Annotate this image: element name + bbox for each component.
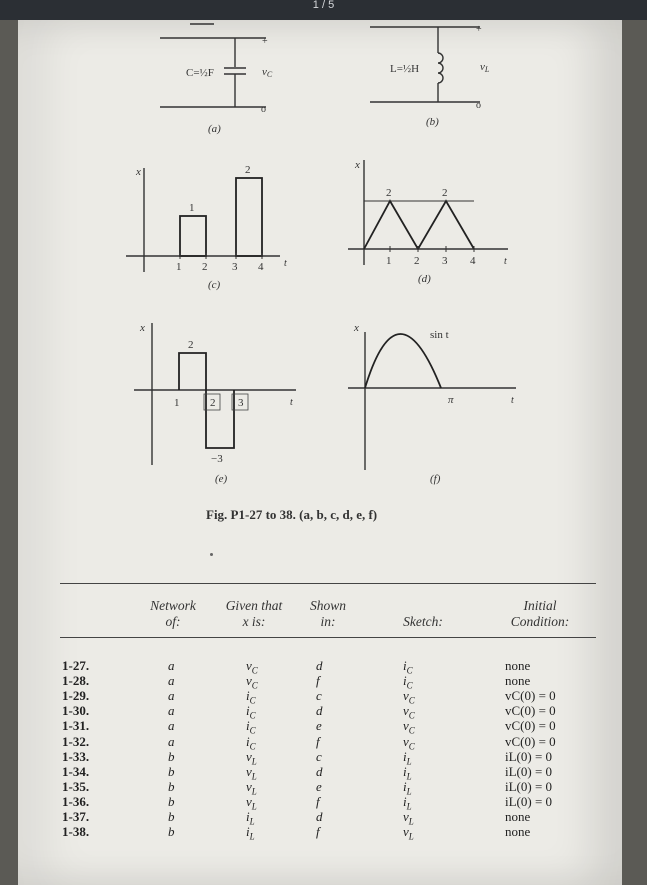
problem-number: 1-29. xyxy=(62,688,90,704)
network-cell: b xyxy=(168,748,175,764)
plot-c-tick-1: 1 xyxy=(176,261,182,273)
plot-c-t-axis: t xyxy=(284,258,287,269)
sketch-cell: $v_C$ xyxy=(403,703,415,721)
plot-f-y-axis: x xyxy=(354,322,359,334)
shown-cell: d xyxy=(316,809,323,824)
problem-number: 1-33. xyxy=(62,748,90,764)
plus-terminal: + xyxy=(262,36,268,47)
problem-number: 1-27. xyxy=(62,658,90,673)
page-indicator: 1 / 5 xyxy=(312,0,335,11)
header-shown: Shown in: xyxy=(309,598,346,629)
shown-cell: e xyxy=(316,718,322,734)
given-cell: $i_L$ xyxy=(246,809,255,827)
network-cell: b xyxy=(168,824,175,840)
shown-cell: c xyxy=(316,748,322,764)
header-sketch: Sketch: xyxy=(403,614,443,629)
sketch-cell: $v_C$ xyxy=(403,733,415,752)
given-cell: $i_C$ xyxy=(246,703,256,721)
plot-f-pi-tick: π xyxy=(448,394,454,406)
shown-cell: f xyxy=(316,673,320,689)
initial-condition-cell: none xyxy=(505,809,531,824)
header-given: Given that x is: xyxy=(225,598,283,629)
plot-c-peak-2: 2 xyxy=(245,164,251,176)
circuit-b-label: (b) xyxy=(426,116,439,128)
circuit-a-label: (a) xyxy=(208,123,221,135)
plot-c-tick-3: 3 xyxy=(232,261,238,273)
shown-cell: f xyxy=(316,733,320,749)
given-cell: $v_L$ xyxy=(246,763,257,782)
figure-caption: Fig. P1-27 to 38. (a, b, c, d, e, f) xyxy=(206,507,378,522)
network-cell: b xyxy=(168,793,175,809)
problem-number: 1-32. xyxy=(62,733,90,749)
plot-c-pulse-2 xyxy=(236,178,262,256)
circuit-b xyxy=(370,27,480,102)
plot-f-sine xyxy=(365,334,441,388)
textbook-page xyxy=(18,20,622,885)
network-cell: b xyxy=(168,763,175,779)
plot-d-t-axis: t xyxy=(504,256,507,267)
plot-e-t-axis: t xyxy=(290,397,293,408)
problem-number: 1-38. xyxy=(62,824,90,840)
given-cell: $i_C$ xyxy=(246,718,256,736)
capacitor-label: C=½F xyxy=(186,67,214,79)
initial-condition-cell: iL(0) = 0 xyxy=(505,763,553,779)
sketch-cell: $v_C$ xyxy=(403,718,415,736)
network-cell: a xyxy=(168,658,175,673)
header-initial: Initial Condition: xyxy=(510,598,570,629)
inductor-label: L=½H xyxy=(390,63,420,75)
sketch-cell: $i_L$ xyxy=(403,763,412,782)
minus-terminal: o xyxy=(261,104,266,115)
given-cell: $i_L$ xyxy=(246,824,255,842)
shown-cell: f xyxy=(316,793,320,809)
initial-condition-cell: iL(0) = 0 xyxy=(505,778,553,794)
circuit-a xyxy=(160,24,266,107)
plot-e-bottom-value: −3 xyxy=(211,453,223,465)
initial-condition-cell: vC(0) = 0 xyxy=(505,718,556,734)
plot-d-tick-3: 3 xyxy=(442,255,448,267)
given-cell: $v_L$ xyxy=(246,793,257,812)
shown-cell: f xyxy=(316,824,320,840)
network-cell: a xyxy=(168,688,175,704)
plus-terminal-b: + xyxy=(476,24,482,35)
plot-d-tick-2: 2 xyxy=(414,255,420,267)
problem-number: 1-28. xyxy=(62,673,90,689)
initial-condition-cell: vC(0) = 0 xyxy=(505,703,556,719)
given-cell: $i_C$ xyxy=(246,688,256,706)
viewer-toolbar xyxy=(0,0,647,20)
plot-e-top-value: 2 xyxy=(188,339,194,351)
plot-d-tick-4: 4 xyxy=(470,255,476,267)
sketch-cell: $v_C$ xyxy=(403,688,415,706)
plot-f-axes xyxy=(348,332,516,470)
network-cell: a xyxy=(168,673,175,689)
table-header-rule xyxy=(60,637,596,638)
initial-condition-cell: vC(0) = 0 xyxy=(505,733,556,749)
initial-condition-cell: iL(0) = 0 xyxy=(505,793,553,809)
network-cell: a xyxy=(168,703,175,719)
plot-e-tick-3: 3 xyxy=(238,397,244,409)
sketch-cell: $i_C$ xyxy=(403,673,413,691)
initial-condition-cell: none xyxy=(505,824,531,840)
initial-condition-cell: iL(0) = 0 xyxy=(505,748,553,764)
problem-number: 1-30. xyxy=(62,703,90,719)
plot-c-tick-4: 4 xyxy=(258,261,264,273)
sketch-cell: $i_L$ xyxy=(403,748,412,767)
sketch-cell: $v_L$ xyxy=(403,824,414,842)
sketch-cell: $i_C$ xyxy=(403,658,413,676)
vl-label: vL xyxy=(480,61,490,74)
plot-f-label: (f) xyxy=(430,473,441,485)
problem-number: 1-34. xyxy=(62,763,90,779)
plot-c-tick-2: 2 xyxy=(202,261,208,273)
plot-d-label: (d) xyxy=(418,273,431,285)
shown-cell: d xyxy=(316,658,323,673)
initial-condition-cell: none xyxy=(505,673,531,689)
plot-f-curve-label: sin t xyxy=(430,329,449,341)
given-cell: $v_L$ xyxy=(246,748,257,767)
plot-c-peak-1: 1 xyxy=(189,202,195,214)
plot-c-y-axis: x xyxy=(136,166,141,178)
problem-number: 1-37. xyxy=(62,809,90,824)
network-cell: a xyxy=(168,733,175,749)
sketch-cell: $i_L$ xyxy=(403,793,412,812)
given-cell: $v_L$ xyxy=(246,778,257,797)
plot-d-peak-2: 2 xyxy=(442,187,448,199)
shown-cell: c xyxy=(316,688,322,704)
problem-number: 1-36. xyxy=(62,793,90,809)
given-cell: $v_C$ xyxy=(246,673,258,691)
problem-number: 1-31. xyxy=(62,718,90,734)
plot-e-tick-1: 1 xyxy=(174,397,180,409)
shown-cell: e xyxy=(316,778,322,794)
given-cell: $v_C$ xyxy=(246,658,258,676)
plot-d-axes xyxy=(348,160,508,265)
sketch-cell: $i_L$ xyxy=(403,778,412,797)
plot-c-pulse-1 xyxy=(180,216,206,256)
initial-condition-cell: none xyxy=(505,658,531,673)
network-cell: b xyxy=(168,778,175,794)
plot-e-label: (e) xyxy=(215,473,228,485)
plot-e-y-axis: x xyxy=(140,322,145,334)
plot-c-label: (c) xyxy=(208,279,221,291)
plot-e-tick-2: 2 xyxy=(210,397,216,409)
sketch-cell: $v_L$ xyxy=(403,809,414,827)
plot-f-t-axis: t xyxy=(511,395,514,406)
plot-d-y-axis: x xyxy=(355,159,360,171)
initial-condition-cell: vC(0) = 0 xyxy=(505,688,556,704)
given-cell: $i_C$ xyxy=(246,733,256,752)
table-top-rule xyxy=(60,583,596,584)
network-cell: b xyxy=(168,809,175,824)
plot-d-peak-1: 2 xyxy=(386,187,392,199)
shown-cell: d xyxy=(316,703,323,719)
vc-label: vC xyxy=(262,66,273,79)
figure-p1-27 xyxy=(18,20,622,500)
minus-terminal-b: o xyxy=(476,100,481,111)
network-cell: a xyxy=(168,718,175,734)
plot-d-triangles xyxy=(364,201,474,249)
header-network: Network of: xyxy=(150,598,196,629)
problem-number: 1-35. xyxy=(62,778,90,794)
shown-cell: d xyxy=(316,763,323,779)
plot-e-pulses xyxy=(179,353,234,448)
plot-d-tick-1: 1 xyxy=(386,255,392,267)
